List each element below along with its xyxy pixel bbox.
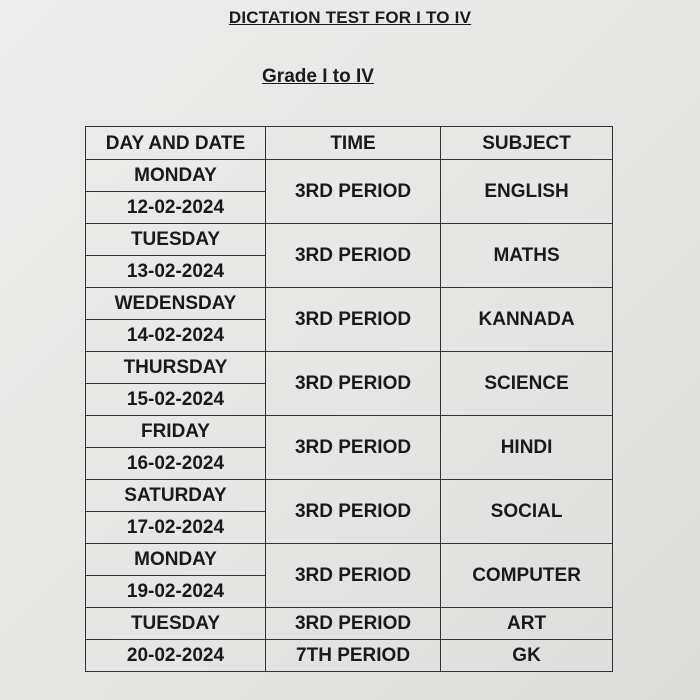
day-cell: SATURDAY bbox=[86, 480, 266, 512]
subject-cell: KANNADA bbox=[441, 288, 613, 352]
date-cell: 20-02-2024 bbox=[86, 640, 266, 672]
subject-cell: HINDI bbox=[441, 416, 613, 480]
table-row bbox=[86, 288, 613, 320]
header-subject: SUBJECT bbox=[441, 127, 613, 160]
table-row bbox=[86, 224, 613, 256]
subject-cell: MATHS bbox=[441, 224, 613, 288]
day-cell: MONDAY bbox=[86, 160, 266, 192]
time-cell: 3RD PERIOD bbox=[265, 352, 440, 416]
table-row bbox=[86, 480, 613, 512]
time-cell: 3RD PERIOD bbox=[265, 224, 440, 288]
date-cell: 19-02-2024 bbox=[86, 576, 266, 608]
day-cell: THURSDAY bbox=[86, 352, 266, 384]
table-row bbox=[86, 640, 613, 672]
day-cell: MONDAY bbox=[86, 544, 266, 576]
time-cell: 3RD PERIOD bbox=[265, 480, 440, 544]
time-cell: 3RD PERIOD bbox=[265, 608, 440, 640]
document-subtitle: Grade I to IV bbox=[262, 66, 374, 87]
table-row bbox=[86, 608, 613, 640]
date-cell: 15-02-2024 bbox=[86, 384, 266, 416]
time-cell: 3RD PERIOD bbox=[265, 544, 440, 608]
schedule-table bbox=[85, 126, 613, 672]
subject-cell: SCIENCE bbox=[441, 352, 613, 416]
subject-cell: SOCIAL bbox=[441, 480, 613, 544]
table-row bbox=[86, 416, 613, 448]
table-header-row bbox=[86, 127, 613, 160]
header-day-and-date: DAY AND DATE bbox=[86, 127, 266, 160]
table-row bbox=[86, 352, 613, 384]
day-cell: FRIDAY bbox=[86, 416, 266, 448]
subject-cell: COMPUTER bbox=[441, 544, 613, 608]
time-cell: 3RD PERIOD bbox=[265, 416, 440, 480]
date-cell: 17-02-2024 bbox=[86, 512, 266, 544]
header-time: TIME bbox=[265, 127, 440, 160]
day-cell: WEDENSDAY bbox=[86, 288, 266, 320]
document-title: DICTATION TEST FOR I TO IV bbox=[228, 8, 472, 27]
date-cell: 13-02-2024 bbox=[86, 256, 266, 288]
table-row bbox=[86, 544, 613, 576]
subject-cell: ENGLISH bbox=[441, 160, 613, 224]
date-cell: 12-02-2024 bbox=[86, 192, 266, 224]
time-cell: 3RD PERIOD bbox=[265, 288, 440, 352]
time-cell: 3RD PERIOD bbox=[265, 160, 440, 224]
day-cell: TUESDAY bbox=[86, 224, 266, 256]
subject-cell: GK bbox=[441, 640, 613, 672]
date-cell: 14-02-2024 bbox=[86, 320, 266, 352]
table-row bbox=[86, 160, 613, 192]
date-cell: 16-02-2024 bbox=[86, 448, 266, 480]
time-cell: 7TH PERIOD bbox=[265, 640, 440, 672]
subject-cell: ART bbox=[441, 608, 613, 640]
day-cell: TUESDAY bbox=[86, 608, 266, 640]
